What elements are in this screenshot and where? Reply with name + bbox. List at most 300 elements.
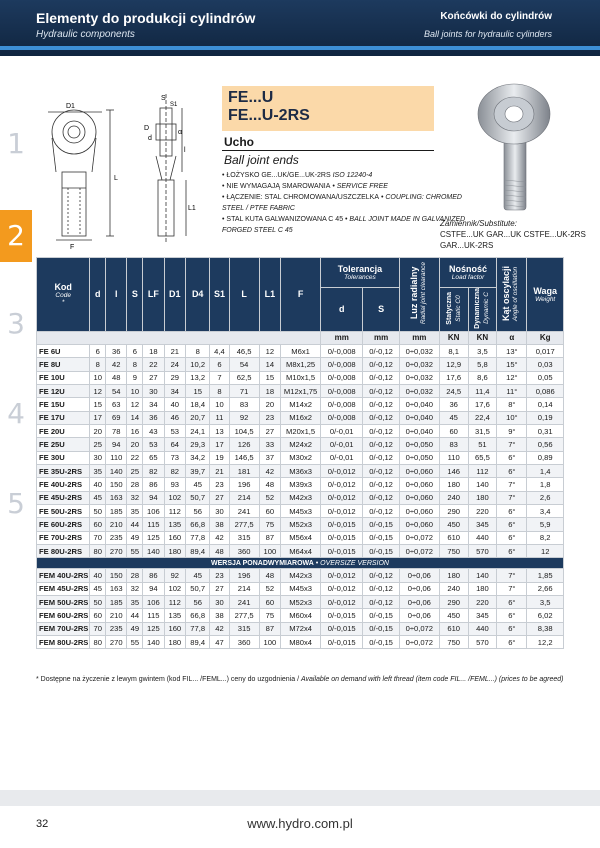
cell-value: 22 bbox=[143, 358, 164, 371]
cell-value: 13,2 bbox=[186, 371, 210, 384]
cell-value: 20 bbox=[259, 398, 280, 411]
cell-value: 290 bbox=[439, 596, 468, 609]
cell-value: 6° bbox=[497, 636, 527, 649]
cell-value: 0/-0,12 bbox=[363, 504, 399, 517]
substitute-label: Zamiennik/Substitute: bbox=[440, 219, 517, 228]
cell-value: 7° bbox=[497, 569, 527, 582]
cell-value: 7° bbox=[497, 478, 527, 491]
cell-value: 78 bbox=[106, 424, 127, 437]
cell-value: 23 bbox=[210, 478, 229, 491]
divider bbox=[222, 150, 434, 151]
table-row bbox=[37, 384, 564, 397]
cell-value: 0,017 bbox=[527, 344, 564, 357]
feature-item: FORGED STEEL C 45 bbox=[222, 227, 293, 234]
cell-value: 6 bbox=[90, 344, 106, 357]
cell-value: 39,7 bbox=[186, 464, 210, 477]
cell-value: 140 bbox=[143, 636, 164, 649]
table-row bbox=[37, 518, 564, 531]
cell-value: 25 bbox=[90, 438, 106, 451]
cell-value: 92 bbox=[229, 411, 259, 424]
cell-value: M20x1,5 bbox=[281, 424, 321, 437]
cell-value: 0÷0,040 bbox=[399, 411, 439, 424]
cell-value: 270 bbox=[106, 636, 127, 649]
cell-value: 6° bbox=[497, 622, 527, 635]
cell-value: 50,7 bbox=[186, 582, 210, 595]
header-section-title: Końcówki do cylindrów bbox=[440, 11, 552, 22]
cell-value: 60 bbox=[259, 596, 280, 609]
cell-value: 8,6 bbox=[468, 371, 497, 384]
cell-value: 8,1 bbox=[439, 344, 468, 357]
cell-value: 110 bbox=[439, 451, 468, 464]
cell-value: 0/-0,012 bbox=[321, 478, 363, 491]
cell-value: 0/-0,008 bbox=[321, 384, 363, 397]
cell-value: 110 bbox=[106, 451, 127, 464]
cell-value: 0,086 bbox=[527, 384, 564, 397]
cell-value: 104,5 bbox=[229, 424, 259, 437]
cell-value: 102 bbox=[164, 582, 185, 595]
cell-value: 0÷0,06 bbox=[399, 596, 439, 609]
cell-value: 17 bbox=[210, 438, 229, 451]
cell-value: 92 bbox=[164, 569, 185, 582]
cell-value: 220 bbox=[468, 596, 497, 609]
cell-value: 94 bbox=[143, 582, 164, 595]
cell-value: M60x4 bbox=[281, 609, 321, 622]
col-nosnosc: Nośność Load factor bbox=[439, 258, 496, 288]
technical-drawing bbox=[36, 84, 216, 252]
cell-value: 8 bbox=[210, 384, 229, 397]
cell-value: 241 bbox=[229, 596, 259, 609]
cell-value: 0÷0,040 bbox=[399, 398, 439, 411]
cell-value: 48 bbox=[106, 371, 127, 384]
cell-value: 210 bbox=[106, 518, 127, 531]
cell-value: 87 bbox=[259, 622, 280, 635]
cell-value: 42 bbox=[210, 531, 229, 544]
cell-value: M56x4 bbox=[281, 531, 321, 544]
cell-value: 0/-0,15 bbox=[363, 636, 399, 649]
cell-value: 60 bbox=[439, 424, 468, 437]
cell-value: 29 bbox=[164, 371, 185, 384]
product-code-2: FE...U-2RS bbox=[228, 107, 310, 124]
cell-value: 45 bbox=[186, 569, 210, 582]
cell-value: 70 bbox=[90, 622, 106, 635]
cell-value: 36 bbox=[106, 344, 127, 357]
cell-value: 94 bbox=[143, 491, 164, 504]
cell-value: 0÷0,06 bbox=[399, 582, 439, 595]
cell-value: 0/-0,12 bbox=[363, 596, 399, 609]
cell-value: 27 bbox=[143, 371, 164, 384]
cell-value: 181 bbox=[229, 464, 259, 477]
col-L1: L1 bbox=[259, 258, 280, 332]
cell-value: 241 bbox=[229, 504, 259, 517]
cell-value: M8x1,25 bbox=[281, 358, 321, 371]
cell-value: 0/-0,15 bbox=[363, 609, 399, 622]
cell-value: 9 bbox=[127, 371, 143, 384]
cell-value: 49 bbox=[127, 531, 143, 544]
cell-value: 5,9 bbox=[527, 518, 564, 531]
cell-value: M30x2 bbox=[281, 451, 321, 464]
cell-value: M64x4 bbox=[281, 545, 321, 558]
cell-value: 65 bbox=[143, 451, 164, 464]
cell-value: 0/-0,12 bbox=[363, 582, 399, 595]
table-row bbox=[37, 491, 564, 504]
header-subtitle: Hydraulic components bbox=[36, 29, 135, 40]
cell-value: 10 bbox=[90, 371, 106, 384]
table-row bbox=[37, 478, 564, 491]
cell-value: 0/-0,12 bbox=[363, 569, 399, 582]
cell-value: 135 bbox=[164, 609, 185, 622]
table-row bbox=[37, 424, 564, 437]
cell-value: 53 bbox=[143, 438, 164, 451]
cell-value: 0/-0,015 bbox=[321, 518, 363, 531]
cell-value: 0/-0,12 bbox=[363, 384, 399, 397]
cell-code: FE 60U-2RS bbox=[37, 518, 90, 531]
cell-value: 70 bbox=[90, 531, 106, 544]
website-link[interactable]: www.hydro.com.pl bbox=[247, 816, 353, 831]
substitute-line-1: CSTFE...UK GAR...UK CSTFE...UK-2RS bbox=[440, 230, 586, 239]
table-row bbox=[37, 545, 564, 558]
cell-value: 0÷0,072 bbox=[399, 636, 439, 649]
label-l1: L1 bbox=[188, 205, 196, 212]
cell-value: 17 bbox=[90, 411, 106, 424]
cell-value: 7 bbox=[210, 371, 229, 384]
cell-code: FE 10U bbox=[37, 371, 90, 384]
cell-value: 40 bbox=[90, 569, 106, 582]
page-number: 32 bbox=[36, 818, 49, 830]
col-s1: S1 bbox=[210, 258, 229, 332]
cell-code: FE 15U bbox=[37, 398, 90, 411]
cell-value: 0÷0,060 bbox=[399, 491, 439, 504]
col-kat: Kąt oscylacji Angle of oscillation bbox=[497, 258, 527, 332]
cell-code: FEM 80U-2RS bbox=[37, 636, 90, 649]
cell-value: 0/-0,008 bbox=[321, 344, 363, 357]
col-luz: Luz radialny Radial joint clearance bbox=[399, 258, 439, 332]
side-tab-4[interactable]: 4 bbox=[7, 397, 25, 430]
cell-value: 13° bbox=[497, 344, 527, 357]
cell-code: FE 45U-2RS bbox=[37, 491, 90, 504]
cell-value: M14x2 bbox=[281, 398, 321, 411]
cell-value: 15 bbox=[90, 398, 106, 411]
feature-list bbox=[222, 170, 466, 236]
cell-value: 115 bbox=[143, 609, 164, 622]
cell-value: 0/-0,12 bbox=[363, 398, 399, 411]
cell-value: 35 bbox=[90, 464, 106, 477]
product-photo bbox=[456, 80, 576, 215]
cell-value: 610 bbox=[439, 622, 468, 635]
cell-value: 31,5 bbox=[468, 424, 497, 437]
cell-value: 235 bbox=[106, 622, 127, 635]
label-s: S bbox=[161, 95, 166, 102]
cell-value: 46,5 bbox=[229, 344, 259, 357]
cell-value: 8,2 bbox=[527, 531, 564, 544]
cell-value: 160 bbox=[164, 622, 185, 635]
substitute-info bbox=[440, 218, 590, 251]
cell-value: 750 bbox=[439, 545, 468, 558]
cell-value: 0÷0,060 bbox=[399, 478, 439, 491]
table-row bbox=[37, 411, 564, 424]
cell-value: 0/-0,12 bbox=[363, 371, 399, 384]
section-label: WERSJA PONADWYMIAROWA • OVERSIZE VERSION bbox=[37, 558, 564, 569]
header-title: Elementy do produkcji cylindrów bbox=[36, 10, 256, 26]
cell-value: 0,56 bbox=[527, 438, 564, 451]
cell-value: 0÷0,050 bbox=[399, 438, 439, 451]
cell-value: 0/-0,12 bbox=[363, 491, 399, 504]
cell-value: 0÷0,032 bbox=[399, 371, 439, 384]
cell-value: 27 bbox=[259, 424, 280, 437]
cell-value: 220 bbox=[468, 504, 497, 517]
side-tab-2[interactable]: 2 bbox=[0, 210, 32, 262]
table-row bbox=[37, 609, 564, 622]
cell-value: 24 bbox=[164, 358, 185, 371]
cell-value: 30 bbox=[210, 596, 229, 609]
cell-value: 570 bbox=[468, 545, 497, 558]
cell-value: 80 bbox=[90, 545, 106, 558]
col-tolerancja: Tolerancja Tolerances bbox=[321, 258, 400, 288]
cell-value: 0/-0,015 bbox=[321, 609, 363, 622]
cell-value: 1,85 bbox=[527, 569, 564, 582]
cell-value: 100 bbox=[259, 636, 280, 649]
cell-value: 0,19 bbox=[527, 411, 564, 424]
cell-value: 20 bbox=[127, 438, 143, 451]
cell-value: 54 bbox=[106, 384, 127, 397]
cell-value: 240 bbox=[439, 491, 468, 504]
cell-value: 196 bbox=[229, 478, 259, 491]
table-row bbox=[37, 358, 564, 371]
cell-value: 52 bbox=[259, 582, 280, 595]
cell-value: 6° bbox=[497, 609, 527, 622]
side-tab-1[interactable]: 1 bbox=[7, 127, 25, 160]
cell-value: 50 bbox=[90, 504, 106, 517]
cell-value: 36 bbox=[439, 398, 468, 411]
cell-value: 345 bbox=[468, 609, 497, 622]
cell-value: 12 bbox=[259, 344, 280, 357]
cell-value: 34,2 bbox=[186, 451, 210, 464]
cell-value: 140 bbox=[468, 569, 497, 582]
cell-value: 0÷0,060 bbox=[399, 518, 439, 531]
cell-value: 0,05 bbox=[527, 371, 564, 384]
cell-value: 77,8 bbox=[186, 622, 210, 635]
cell-value: 46 bbox=[164, 411, 185, 424]
feature-item: • STAL KUTA GALWANIZOWANA C 45 • BALL JOINT MADE IN GALVANIZED bbox=[222, 216, 466, 223]
product-code-1: FE...U bbox=[228, 89, 274, 106]
cell-value: 50,7 bbox=[186, 491, 210, 504]
cell-value: 6° bbox=[497, 531, 527, 544]
cell-value: 83 bbox=[439, 438, 468, 451]
cell-value: 1,4 bbox=[527, 464, 564, 477]
section-row bbox=[37, 558, 564, 569]
label-alpha: α bbox=[178, 129, 183, 136]
cell-value: 0,31 bbox=[527, 424, 564, 437]
table-row bbox=[37, 451, 564, 464]
cell-value: 0/-0,12 bbox=[363, 464, 399, 477]
cell-value: 10 bbox=[210, 398, 229, 411]
cell-value: 48 bbox=[259, 478, 280, 491]
cell-value: 0/-0,12 bbox=[363, 478, 399, 491]
cell-value: 45 bbox=[90, 491, 106, 504]
cell-value: 15° bbox=[497, 358, 527, 371]
cell-code: FE 35U-2RS bbox=[37, 464, 90, 477]
cell-value: 6° bbox=[497, 518, 527, 531]
table-row bbox=[37, 636, 564, 649]
cell-value: 42 bbox=[106, 358, 127, 371]
cell-value: 1,8 bbox=[527, 478, 564, 491]
cell-value: 33 bbox=[259, 438, 280, 451]
cell-value: 140 bbox=[468, 478, 497, 491]
col-d1: D1 bbox=[164, 258, 185, 332]
cell-value: 163 bbox=[106, 582, 127, 595]
cell-value: 0÷0,050 bbox=[399, 451, 439, 464]
cell-value: 12 bbox=[90, 384, 106, 397]
cell-value: M42x3 bbox=[281, 569, 321, 582]
table-row bbox=[37, 504, 564, 517]
cell-value: 63 bbox=[106, 398, 127, 411]
cell-code: FE 40U-2RS bbox=[37, 478, 90, 491]
label-i: l bbox=[184, 147, 186, 154]
cell-value: 24,5 bbox=[439, 384, 468, 397]
cell-code: FE 70U-2RS bbox=[37, 531, 90, 544]
cell-value: 21 bbox=[164, 344, 185, 357]
col-l: l bbox=[106, 258, 127, 332]
product-name-en: Ball joint ends bbox=[224, 153, 299, 167]
label-d-outer: D bbox=[144, 125, 150, 132]
unit-cell: Kg bbox=[527, 331, 564, 344]
cell-value: 12,9 bbox=[439, 358, 468, 371]
cell-value: 22 bbox=[127, 451, 143, 464]
cell-value: 440 bbox=[468, 622, 497, 635]
feature-item: • ŁĄCZENIE: STAL CHROMOWANA/USZCZELKA • COUPLING: CHROMED bbox=[222, 194, 462, 201]
cell-value: 14 bbox=[259, 358, 280, 371]
cell-value: 65,5 bbox=[468, 451, 497, 464]
cell-value: 0/-0,12 bbox=[363, 424, 399, 437]
cell-value: 7° bbox=[497, 491, 527, 504]
cell-value: 0/-0,012 bbox=[321, 582, 363, 595]
col-s: S bbox=[127, 258, 143, 332]
cell-value: 0,89 bbox=[527, 451, 564, 464]
cell-value: 10 bbox=[127, 384, 143, 397]
cell-value: 45 bbox=[186, 478, 210, 491]
cell-value: 34 bbox=[143, 398, 164, 411]
cell-value: 345 bbox=[468, 518, 497, 531]
cell-value: 0/-0,12 bbox=[363, 358, 399, 371]
cell-value: 21 bbox=[210, 464, 229, 477]
cell-value: 77,8 bbox=[186, 531, 210, 544]
cell-value: 66,8 bbox=[186, 609, 210, 622]
cell-value: 315 bbox=[229, 622, 259, 635]
page-header bbox=[0, 0, 600, 56]
cell-code: FE 8U bbox=[37, 358, 90, 371]
cell-value: 50 bbox=[90, 596, 106, 609]
cell-value: 0/-0,12 bbox=[363, 344, 399, 357]
cell-value: 45 bbox=[439, 411, 468, 424]
cell-value: 8 bbox=[90, 358, 106, 371]
cell-value: 20 bbox=[90, 424, 106, 437]
cell-value: 0/-0,015 bbox=[321, 545, 363, 558]
cell-value: 360 bbox=[229, 636, 259, 649]
cell-value: M52x3 bbox=[281, 596, 321, 609]
cell-value: 30 bbox=[90, 451, 106, 464]
cell-value: 0/-0,015 bbox=[321, 636, 363, 649]
cell-value: 240 bbox=[439, 582, 468, 595]
cell-value: 126 bbox=[229, 438, 259, 451]
col-dyn: Dynamiczna Dynamic C bbox=[468, 288, 497, 332]
cell-value: 150 bbox=[106, 478, 127, 491]
cell-code: FEM 50U-2RS bbox=[37, 596, 90, 609]
cell-value: 3,5 bbox=[468, 344, 497, 357]
cell-value: 29,3 bbox=[186, 438, 210, 451]
cell-value: 315 bbox=[229, 531, 259, 544]
cell-value: 0/-0,012 bbox=[321, 464, 363, 477]
cell-value: 180 bbox=[164, 636, 185, 649]
cell-value: M36x3 bbox=[281, 464, 321, 477]
cell-value: M45x3 bbox=[281, 582, 321, 595]
cell-value: 34 bbox=[164, 384, 185, 397]
cell-value: 37 bbox=[259, 451, 280, 464]
table-row bbox=[37, 344, 564, 357]
cell-value: 13 bbox=[210, 424, 229, 437]
unit-cell: mm bbox=[321, 331, 363, 344]
cell-value: 35 bbox=[127, 504, 143, 517]
cell-value: 0/-0,015 bbox=[321, 622, 363, 635]
cell-value: 25 bbox=[127, 464, 143, 477]
cell-value: 36 bbox=[143, 411, 164, 424]
cell-value: 0÷0,072 bbox=[399, 622, 439, 635]
cell-value: 30 bbox=[210, 504, 229, 517]
cell-value: 83 bbox=[229, 398, 259, 411]
cell-value: 87 bbox=[259, 531, 280, 544]
table-row bbox=[37, 582, 564, 595]
cell-value: 0÷0,072 bbox=[399, 531, 439, 544]
cell-value: 0,03 bbox=[527, 358, 564, 371]
cell-value: 19 bbox=[210, 451, 229, 464]
cell-value: 5,8 bbox=[468, 358, 497, 371]
cell-value: 55 bbox=[127, 545, 143, 558]
cell-value: 610 bbox=[439, 531, 468, 544]
cell-value: 196 bbox=[229, 569, 259, 582]
side-tab-3[interactable]: 3 bbox=[7, 307, 25, 340]
cell-value: 8 bbox=[127, 358, 143, 371]
side-tab-5[interactable]: 5 bbox=[7, 487, 25, 520]
cell-value: 56 bbox=[186, 596, 210, 609]
cell-value: 146,5 bbox=[229, 451, 259, 464]
cell-value: 0,14 bbox=[527, 398, 564, 411]
cell-value: 27 bbox=[210, 491, 229, 504]
cell-value: 24,1 bbox=[186, 424, 210, 437]
cell-value: 8° bbox=[497, 398, 527, 411]
header-stripe bbox=[0, 46, 600, 50]
cell-value: 75 bbox=[259, 609, 280, 622]
cell-value: 47 bbox=[210, 636, 229, 649]
cell-value: 8 bbox=[186, 344, 210, 357]
cell-value: 18 bbox=[259, 384, 280, 397]
col-lf: LF bbox=[143, 258, 164, 332]
col-tol-s: S bbox=[363, 288, 399, 332]
cell-value: 11,4 bbox=[468, 384, 497, 397]
cell-value: 48 bbox=[259, 569, 280, 582]
cell-value: 0/-0,012 bbox=[321, 569, 363, 582]
col-waga: Waga Weight bbox=[527, 258, 564, 332]
label-s1: S1 bbox=[170, 102, 178, 108]
cell-value: M80x4 bbox=[281, 636, 321, 649]
cell-value: 3,4 bbox=[527, 504, 564, 517]
cell-code: FE 50U-2RS bbox=[37, 504, 90, 517]
label-f: F bbox=[70, 244, 75, 251]
cell-value: 0/-0,012 bbox=[321, 491, 363, 504]
cell-value: 51 bbox=[468, 438, 497, 451]
cell-value: 0÷0,06 bbox=[399, 609, 439, 622]
table-row bbox=[37, 438, 564, 451]
cell-value: 180 bbox=[468, 582, 497, 595]
col-kod: Kod Code * bbox=[37, 258, 90, 332]
cell-value: 0/-0,15 bbox=[363, 518, 399, 531]
